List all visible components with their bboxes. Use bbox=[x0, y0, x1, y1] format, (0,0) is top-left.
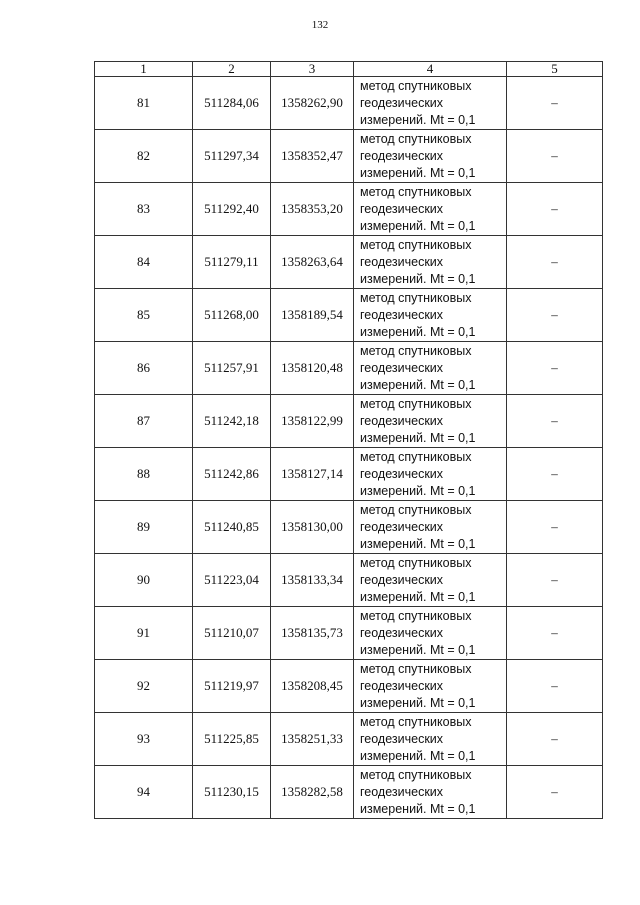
method-description-cell bbox=[354, 660, 507, 713]
method-description-line: метод спутниковых bbox=[360, 237, 472, 252]
method-description-line: геодезических bbox=[360, 519, 444, 534]
method-description-line: измерений. Mt = 0,1 bbox=[360, 695, 476, 710]
point-number-cell: 93 bbox=[95, 713, 193, 766]
table-row bbox=[95, 660, 603, 713]
y-coordinate-cell: 1358189,54 bbox=[271, 289, 354, 342]
x-coordinate-cell: 511279,11 bbox=[193, 236, 271, 289]
y-coordinate-cell: 1358251,33 bbox=[271, 713, 354, 766]
point-number-cell: 94 bbox=[95, 766, 193, 819]
point-number-cell: 82 bbox=[95, 130, 193, 183]
method-description-line: измерений. Mt = 0,1 bbox=[360, 536, 476, 551]
method-description-cell bbox=[354, 183, 507, 236]
point-number-cell: 83 bbox=[95, 183, 193, 236]
method-description-line: геодезических bbox=[360, 201, 444, 216]
y-coordinate-cell: 1358127,14 bbox=[271, 448, 354, 501]
method-description-cell bbox=[354, 77, 507, 130]
method-description-cell bbox=[354, 289, 507, 342]
method-description-line: измерений. Mt = 0,1 bbox=[360, 324, 476, 339]
method-description-line: измерений. Mt = 0,1 bbox=[360, 165, 476, 180]
x-coordinate-cell: 511257,91 bbox=[193, 342, 271, 395]
method-description-line: метод спутниковых bbox=[360, 343, 472, 358]
method-description-line: метод спутниковых bbox=[360, 290, 472, 305]
header-col-1: 1 bbox=[95, 62, 193, 77]
note-cell: – bbox=[507, 130, 603, 183]
x-coordinate-cell: 511268,00 bbox=[193, 289, 271, 342]
method-description-line: измерений. Mt = 0,1 bbox=[360, 801, 476, 816]
method-description-line: метод спутниковых bbox=[360, 131, 472, 146]
table-body bbox=[95, 77, 603, 819]
y-coordinate-cell: 1358130,00 bbox=[271, 501, 354, 554]
method-description-line: метод спутниковых bbox=[360, 78, 472, 93]
method-description-line: измерений. Mt = 0,1 bbox=[360, 483, 476, 498]
point-number-cell: 87 bbox=[95, 395, 193, 448]
note-cell: – bbox=[507, 448, 603, 501]
x-coordinate-cell: 511223,04 bbox=[193, 554, 271, 607]
point-number-cell: 86 bbox=[95, 342, 193, 395]
method-description-line: геодезических bbox=[360, 307, 444, 322]
x-coordinate-cell: 511297,34 bbox=[193, 130, 271, 183]
x-coordinate-cell: 511219,97 bbox=[193, 660, 271, 713]
table-row bbox=[95, 130, 603, 183]
table-row bbox=[95, 448, 603, 501]
point-number-cell: 84 bbox=[95, 236, 193, 289]
method-description-line: геодезических bbox=[360, 678, 444, 693]
method-description-line: геодезических bbox=[360, 95, 444, 110]
table-row bbox=[95, 395, 603, 448]
method-description-line: метод спутниковых bbox=[360, 184, 472, 199]
y-coordinate-cell: 1358208,45 bbox=[271, 660, 354, 713]
x-coordinate-cell: 511292,40 bbox=[193, 183, 271, 236]
point-number-cell: 92 bbox=[95, 660, 193, 713]
method-description-line: метод спутниковых bbox=[360, 502, 472, 517]
method-description-line: геодезических bbox=[360, 148, 444, 163]
method-description-cell bbox=[354, 236, 507, 289]
method-description-line: измерений. Mt = 0,1 bbox=[360, 642, 476, 657]
y-coordinate-cell: 1358353,20 bbox=[271, 183, 354, 236]
method-description-line: геодезических bbox=[360, 360, 444, 375]
table-row bbox=[95, 766, 603, 819]
method-description-cell bbox=[354, 395, 507, 448]
x-coordinate-cell: 511242,18 bbox=[193, 395, 271, 448]
note-cell: – bbox=[507, 713, 603, 766]
point-number-cell: 89 bbox=[95, 501, 193, 554]
method-description-line: метод спутниковых bbox=[360, 449, 472, 464]
method-description-line: измерений. Mt = 0,1 bbox=[360, 589, 476, 604]
note-cell: – bbox=[507, 77, 603, 130]
note-cell: – bbox=[507, 236, 603, 289]
coordinates-table bbox=[94, 61, 603, 819]
y-coordinate-cell: 1358263,64 bbox=[271, 236, 354, 289]
point-number-cell: 90 bbox=[95, 554, 193, 607]
header-col-3: 3 bbox=[271, 62, 354, 77]
y-coordinate-cell: 1358135,73 bbox=[271, 607, 354, 660]
header-col-4: 4 bbox=[354, 62, 507, 77]
y-coordinate-cell: 1358133,34 bbox=[271, 554, 354, 607]
y-coordinate-cell: 1358282,58 bbox=[271, 766, 354, 819]
y-coordinate-cell: 1358262,90 bbox=[271, 77, 354, 130]
header-col-5: 5 bbox=[507, 62, 603, 77]
method-description-line: геодезических bbox=[360, 413, 444, 428]
note-cell: – bbox=[507, 660, 603, 713]
method-description-line: метод спутниковых bbox=[360, 714, 472, 729]
method-description-line: измерений. Mt = 0,1 bbox=[360, 377, 476, 392]
method-description-cell bbox=[354, 130, 507, 183]
note-cell: – bbox=[507, 607, 603, 660]
method-description-line: геодезических bbox=[360, 625, 444, 640]
table-header bbox=[95, 62, 603, 77]
method-description-line: метод спутниковых bbox=[360, 608, 472, 623]
method-description-cell bbox=[354, 342, 507, 395]
note-cell: – bbox=[507, 395, 603, 448]
note-cell: – bbox=[507, 501, 603, 554]
point-number-cell: 88 bbox=[95, 448, 193, 501]
method-description-cell bbox=[354, 554, 507, 607]
note-cell: – bbox=[507, 554, 603, 607]
table-row bbox=[95, 342, 603, 395]
table-row bbox=[95, 554, 603, 607]
method-description-line: геодезических bbox=[360, 572, 444, 587]
method-description-line: измерений. Mt = 0,1 bbox=[360, 112, 476, 127]
y-coordinate-cell: 1358120,48 bbox=[271, 342, 354, 395]
method-description-line: измерений. Mt = 0,1 bbox=[360, 430, 476, 445]
note-cell: – bbox=[507, 342, 603, 395]
table-row bbox=[95, 501, 603, 554]
header-row bbox=[95, 62, 603, 77]
x-coordinate-cell: 511210,07 bbox=[193, 607, 271, 660]
method-description-cell bbox=[354, 448, 507, 501]
point-number-cell: 81 bbox=[95, 77, 193, 130]
method-description-line: геодезических bbox=[360, 254, 444, 269]
note-cell: – bbox=[507, 183, 603, 236]
method-description-line: измерений. Mt = 0,1 bbox=[360, 218, 476, 233]
method-description-line: метод спутниковых bbox=[360, 767, 472, 782]
note-cell: – bbox=[507, 289, 603, 342]
table-row bbox=[95, 183, 603, 236]
method-description-line: измерений. Mt = 0,1 bbox=[360, 748, 476, 763]
y-coordinate-cell: 1358122,99 bbox=[271, 395, 354, 448]
method-description-line: геодезических bbox=[360, 784, 444, 799]
method-description-cell bbox=[354, 766, 507, 819]
table-row bbox=[95, 236, 603, 289]
note-cell: – bbox=[507, 766, 603, 819]
x-coordinate-cell: 511225,85 bbox=[193, 713, 271, 766]
point-number-cell: 91 bbox=[95, 607, 193, 660]
method-description-line: метод спутниковых bbox=[360, 396, 472, 411]
method-description-line: метод спутниковых bbox=[360, 555, 472, 570]
method-description-line: геодезических bbox=[360, 466, 444, 481]
x-coordinate-cell: 511230,15 bbox=[193, 766, 271, 819]
method-description-line: геодезических bbox=[360, 731, 444, 746]
x-coordinate-cell: 511240,85 bbox=[193, 501, 271, 554]
table-row bbox=[95, 607, 603, 660]
y-coordinate-cell: 1358352,47 bbox=[271, 130, 354, 183]
method-description-cell bbox=[354, 501, 507, 554]
table-row bbox=[95, 289, 603, 342]
method-description-line: измерений. Mt = 0,1 bbox=[360, 271, 476, 286]
table-row bbox=[95, 77, 603, 130]
page-number: 132 bbox=[311, 19, 329, 31]
method-description-cell bbox=[354, 713, 507, 766]
x-coordinate-cell: 511242,86 bbox=[193, 448, 271, 501]
header-col-2: 2 bbox=[193, 62, 271, 77]
table-row bbox=[95, 713, 603, 766]
point-number-cell: 85 bbox=[95, 289, 193, 342]
method-description-cell bbox=[354, 607, 507, 660]
x-coordinate-cell: 511284,06 bbox=[193, 77, 271, 130]
method-description-line: метод спутниковых bbox=[360, 661, 472, 676]
